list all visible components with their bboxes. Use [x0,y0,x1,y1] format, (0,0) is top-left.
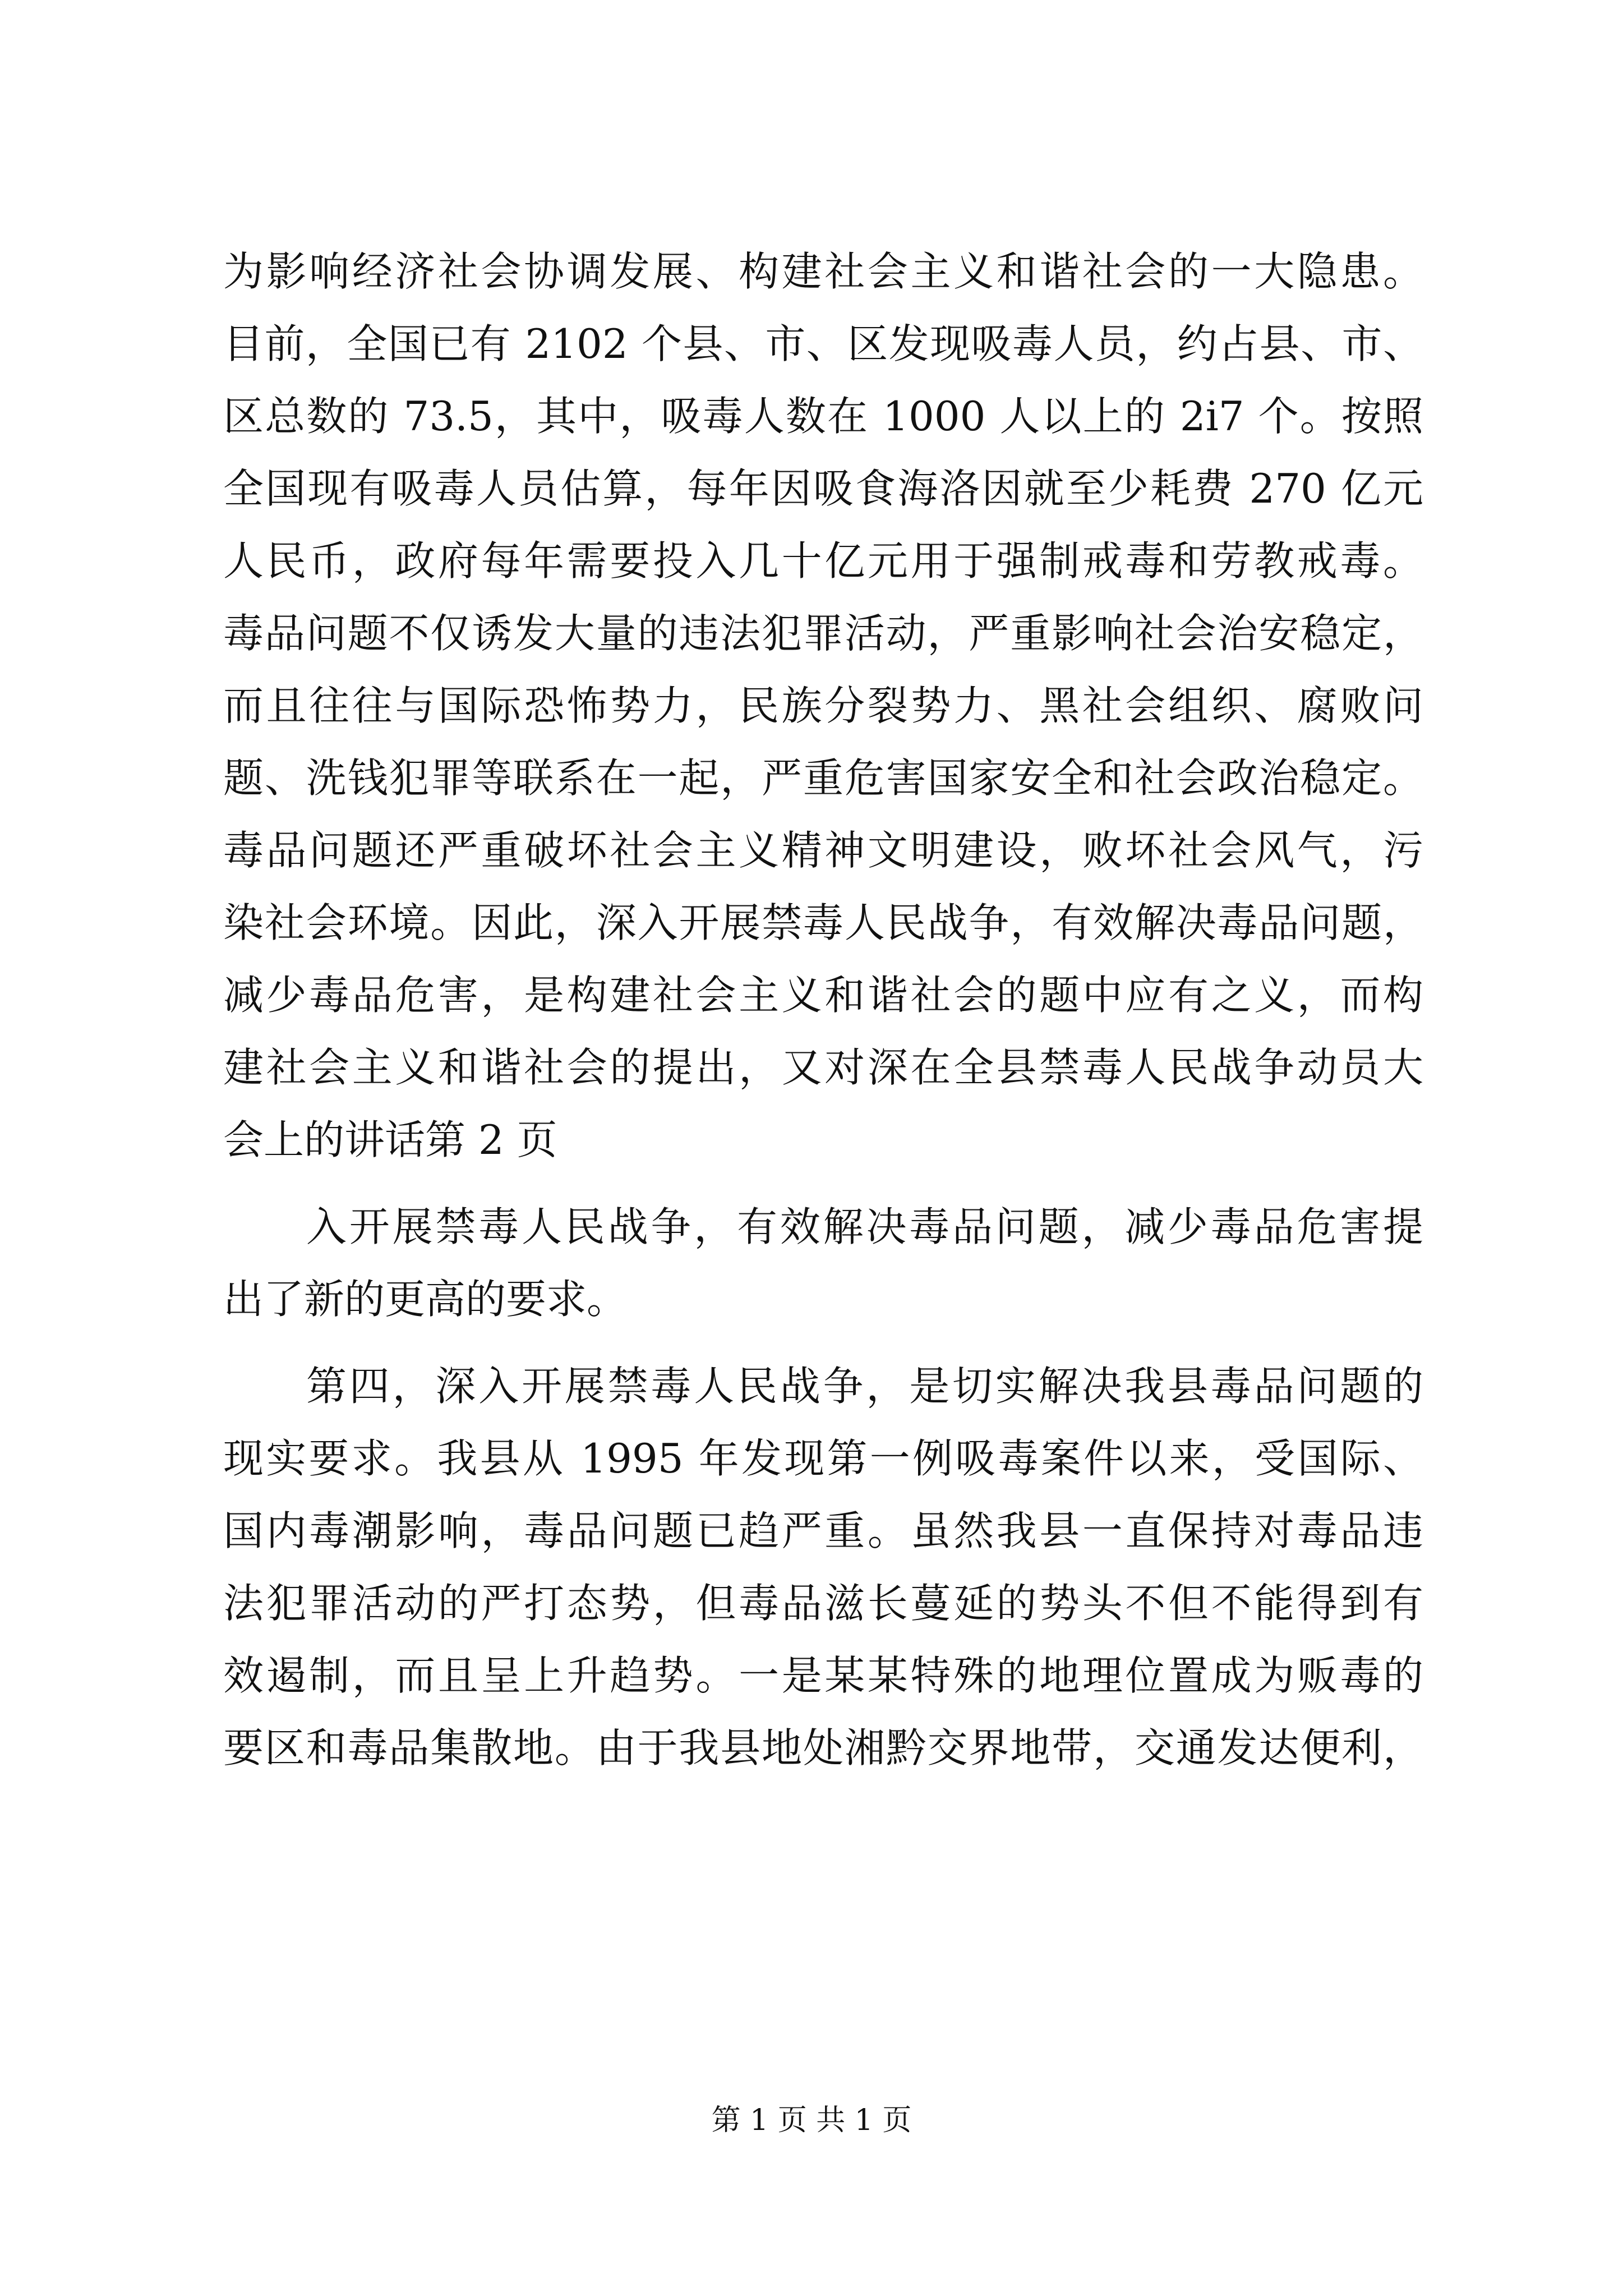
text-line: 法犯罪活动的严打态势，但毒品滋长蔓延的势头不但不能得到有 [223,1580,1423,1627]
document-body [223,236,1423,1784]
page-footer [0,2101,1623,2140]
text-line: 为影响经济社会协调发展、构建社会主义和谐社会的一大隐患。 [223,248,1423,295]
page-number-label: 第 1 页 共 1 页 [711,2104,912,2137]
paragraph-gap [223,1336,1423,1350]
paragraph-gap [223,1176,1423,1191]
text-line: 国内毒潮影响，毒品问题已趋严重。虽然我县一直保持对毒品违 [223,1507,1423,1554]
text-line: 要区和毒品集散地。由于我县地处湘黔交界地带，交通发达便利， [223,1724,1423,1772]
text-line: 入开展禁毒人民战争，有效解决毒品问题，减少毒品危害提 [306,1203,1423,1250]
text-line: 而且往往与国际恐怖势力，民族分裂势力、黑社会组织、腐败问 [223,682,1423,729]
text-line: 第四，深入开展禁毒人民战争，是切实解决我县毒品问题的 [306,1363,1423,1410]
text-line: 效遏制，而且呈上升趋势。一是某某特殊的地理位置成为贩毒的 [223,1652,1423,1699]
text-line: 目前，全国已有 2102 个县、市、区发现吸毒人员，约占县、市、 [223,320,1423,367]
text-line: 毒品问题还严重破坏社会主义精神文明建设，败坏社会风气，污 [223,827,1423,874]
text-line: 会上的讲话第 2 页 [223,1116,557,1163]
text-line: 题、洗钱犯罪等联系在一起，严重危害国家安全和社会政治稳定。 [223,754,1423,802]
text-line: 区总数的 73.5，其中，吸毒人数在 1000 人以上的 2i7 个。按照 [223,393,1423,440]
text-line: 人民币，政府每年需要投入几十亿元用于强制戒毒和劳教戒毒。 [223,537,1423,585]
text-line: 减少毒品危害，是构建社会主义和谐社会的题中应有之义，而构 [223,972,1423,1019]
text-line: 现实要求。我县从 1995 年发现第一例吸毒案件以来，受国际、 [223,1435,1423,1482]
text-line: 毒品问题不仅诱发大量的违法犯罪活动，严重影响社会治安稳定， [223,610,1423,657]
text-line: 建社会主义和谐社会的提出，又对深在全县禁毒人民战争动员大 [223,1044,1423,1091]
text-line: 出了新的更高的要求。 [223,1276,628,1323]
text-line: 全国现有吸毒人员估算，每年因吸食海洛因就至少耗费 270 亿元 [223,465,1423,512]
text-line: 染社会环境。因此，深入开展禁毒人民战争，有效解决毒品问题， [223,899,1423,946]
